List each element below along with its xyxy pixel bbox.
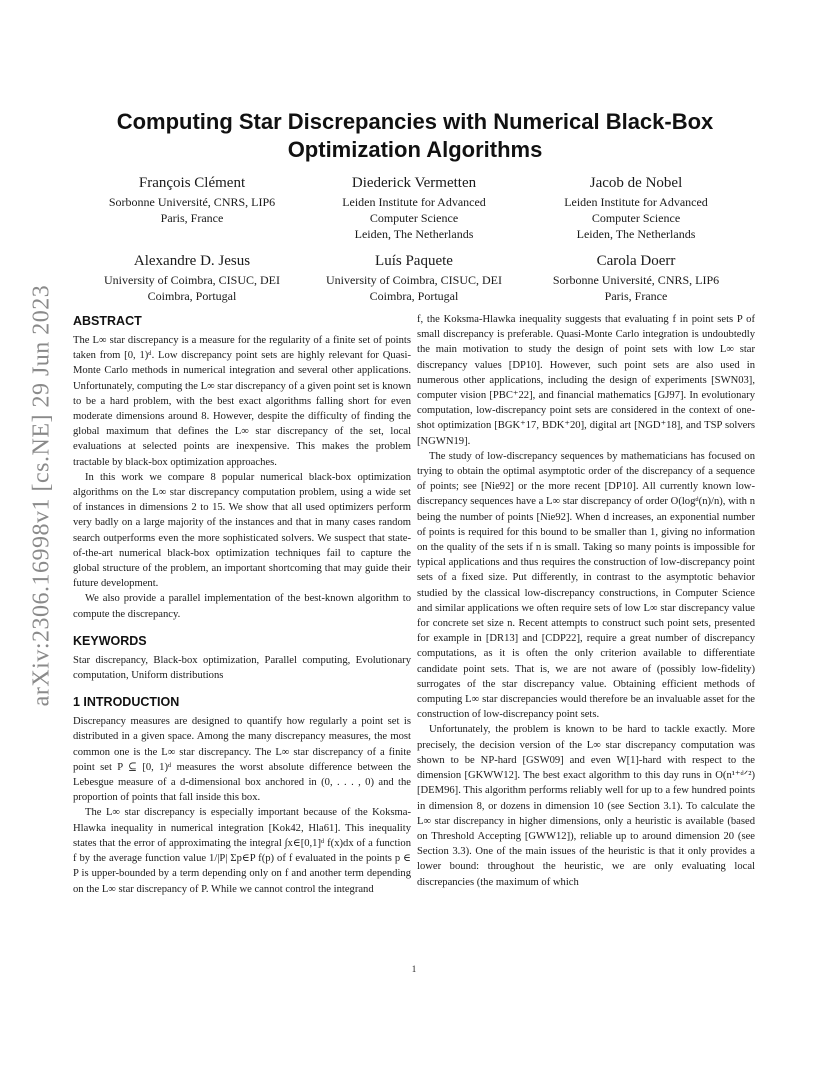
- author-block: [294, 173, 534, 242]
- abstract-paragraph: In this work we compare 8 popular numerical black-box optimization algorithms on the L∞ star discrepancy computation problem, using a wide set of instances in dimensions 2 to 15. We show that all used optimizers perform very badly on a large majority of the instances and that in many cases random search outperforms even the more sophisticated solvers. We suspect that state-of-the-art numerical black-box optimization techniques fail to capture the global structure of the problem, an important shortcoming that may guide their future development.: [73, 471, 411, 590]
- author-block: [72, 251, 312, 304]
- author-name: Carola Doerr: [596, 253, 676, 269]
- author-affiliation: Leiden, The Netherlands: [354, 227, 474, 241]
- intro-paragraph: Discrepancy measures are designed to quantify how regularly a point set is distributed in a given space. Among the many discrepancy measures, the most common one is the L∞ star discrepancy. The L∞ star discrepancy of a finite point set P ⊆ [0, 1)ᵈ measures the worst absolute difference between the Lebesgue measure of a d-dimensional box anchored in (0, . . . , 0) and the proportion of points that fall inside this box.: [73, 716, 411, 804]
- author-block: [294, 251, 534, 304]
- abstract-heading: ABSTRACT: [73, 314, 142, 328]
- right-column: [417, 312, 755, 890]
- author-name: Alexandre D. Jesus: [133, 253, 251, 269]
- author-affiliation: University of Coimbra, CISUC, DEI: [104, 273, 280, 287]
- body-paragraph: f, the Koksma-Hlawka inequality suggests that evaluating f in point sets P of small discrepancy is preferable. Quasi-Monte Carlo integration is undoubtedly the main motivation to study the design of point sets with low L∞ star discrepancy values [DP10]. However, such point sets are also used in numerous other applications, including the design of experiments [SWN03], computer vision [PBC⁺22], and financial mathematics [GJ97]. In evolutionary computation, low-discrepancy point sets are considered in the context of one-shot optimization [BGK⁺17, BDK⁺20], digital art [NGD⁺18], and TSP solvers [NGWN19].: [417, 314, 755, 447]
- author-affiliation: Paris, France: [160, 211, 224, 225]
- author-affiliation: Computer Science: [591, 211, 681, 225]
- paper-title: Computing Star Discrepancies with Numerical Black-Box Optimization Algorithms: [116, 109, 714, 162]
- body-paragraph: The study of low-discrepancy sequences by mathematicians has focused on trying to obtain the optimal asymptotic order of the discrepancy of a sequence of points; see [Nie92] or the more recent [DP10]. All currently known low-discrepancy sequences have a L∞ star discrepancy of order O(logᵈ(n)/n), with n being the number of points [Nie92]. When d increases, an exponential number of points is required for this bound to be smaller than 1, giving no information on the quality of the sets if n is small. Taking so many points is impossible for typical applications and thus requires the construction of low-discrepancy point sets of a fixed size. Put differently, in contrast to the asymptotic behavior studied by the classical low-discrepancy constructions, in Computer Science and similar applications we often require sets of low L∞ star discrepancy value for concrete set size n. Recent attempts to construct such point sets, presented for example in [DR13] and [CDP22], require a great number of discrepancy computations, as it is often the only criterion available to differentiate candidate point sets. That is, we are not aware of (possibly low-fidelity) surrogates of the star discrepancy value. Obtaining efficient methods of computing L∞ star discrepancies would therefore be an invaluable asset for the construction of low-discrepancy point sets.: [417, 450, 755, 721]
- author-affiliation: Coimbra, Portugal: [147, 289, 237, 303]
- author-affiliation: Leiden Institute for Advanced: [564, 195, 708, 209]
- author-affiliation: Computer Science: [369, 211, 459, 225]
- author-name: Jacob de Nobel: [589, 175, 683, 191]
- author-affiliation: Sorbonne Université, CNRS, LIP6: [108, 195, 276, 209]
- author-affiliation: Coimbra, Portugal: [369, 289, 459, 303]
- author-affiliation: Paris, France: [604, 289, 668, 303]
- author-name: Diederick Vermetten: [351, 175, 477, 191]
- abstract-paragraph: We also provide a parallel implementation of the best-known algorithm to compute the discrepancy.: [73, 593, 411, 620]
- keywords-heading: KEYWORDS: [73, 633, 147, 648]
- author-affiliation: Leiden, The Netherlands: [576, 227, 696, 241]
- arxiv-side-label: arXiv:2306.16998v1 [cs.NE] 29 Jun 2023: [28, 284, 55, 706]
- body-paragraph: Unfortunately, the problem is known to be hard to tackle exactly. More precisely, the decision version of the L∞ star discrepancy computation was shown to be NP-hard [GSW09] and even W[1]-hard with respect to the dimension [GKWW12]. The best exact algorithm to this day runs in O(n¹⁺ᵈᐟ²) [DEM96]. This algorithm performs reliably well for up to a few hundred points in dimension 8, or dozens in dimension 10 (see Section 3.1). To calculate the L∞ star discrepancy in higher dimensions, only a heuristic is available (based on Threshold Accepting [GWW12]), reliable up to around dimension 20 (see Section 3.3). One of the main issues of the heuristic is that it only provides a lower bound: throughout the heuristic, we are only evaluating local discrepancies (the maximum of which: [417, 724, 755, 888]
- author-block: [72, 173, 312, 226]
- left-column: [73, 312, 411, 897]
- author-name: François Clément: [138, 175, 246, 191]
- keywords-text: Star discrepancy, Black-box optimization, Parallel computing, Evolutionary computation, Uniform distributions: [73, 654, 411, 682]
- author-block: [516, 251, 756, 304]
- author-affiliation: University of Coimbra, CISUC, DEI: [326, 273, 502, 287]
- author-affiliation: Leiden Institute for Advanced: [342, 195, 486, 209]
- abstract-paragraph: The L∞ star discrepancy is a measure for the regularity of a finite set of points taken from [0, 1)ᵈ. Low discrepancy point sets are highly relevant for Quasi-Monte Carlo methods in numerical integration and several other applications. Unfortunately, computing the L∞ star discrepancy of a given point set is known to be a hard problem, with the best exact algorithms falling short for even moderate dimensions around 8. However, despite the difficulty of finding the global maximum that defines the L∞ star discrepancy of the set, local evaluations at selected points are inexpensive. This makes the problem tractable by black-box optimization approaches.: [73, 335, 411, 468]
- author-block: [516, 173, 756, 242]
- intro-paragraph: The L∞ star discrepancy is especially important because of the Koksma-Hlawka inequality in numerical integration [Kok42, Hla61]. This inequality states that the error of approximating the integral ∫x∈[0,1]ᵈ f(x)dx of a function f by the average function value 1/|P| Σp∈P f(p) of f evaluated in the points p ∈ P is upper-bounded by a term depending only on f and another term depending on the L∞ star discrepancy of P. While we cannot control the integrand: [73, 807, 411, 895]
- intro-heading: 1 INTRODUCTION: [73, 695, 180, 710]
- author-affiliation: Sorbonne Université, CNRS, LIP6: [552, 273, 720, 287]
- author-name: Luís Paquete: [375, 253, 453, 269]
- page-number: 1: [411, 964, 417, 974]
